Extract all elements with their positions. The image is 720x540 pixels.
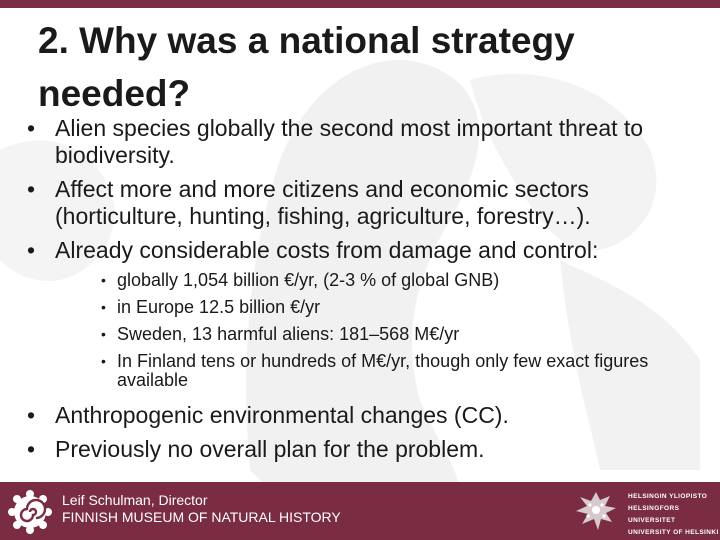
bullet-text: Alien species globally the second most important threat to biodiversity. (55, 115, 644, 168)
bullet-dot-icon: • (27, 115, 36, 141)
bullet-dot-icon: • (27, 402, 36, 428)
sub-bullet-text: in Europe 12.5 billion €/yr (117, 297, 321, 317)
bullet-item (0, 176, 720, 230)
sub-bullet-list (0, 271, 720, 390)
sub-bullet-item (0, 352, 720, 390)
bullet-text: Affect more and more citizens and economic sectors (horticulture, hunting, fishing, agriculture, forestry…). (55, 176, 591, 229)
bullet-text: Already considerable costs from damage and control: (55, 237, 599, 263)
sub-bullet-dot-icon: • (101, 299, 106, 315)
sub-bullet-item (0, 325, 720, 344)
sub-bullet-dot-icon: • (101, 326, 106, 342)
sub-bullet-dot-icon: • (101, 353, 106, 369)
sub-bullet-dot-icon: • (101, 272, 106, 288)
bullet-item (0, 237, 720, 264)
sub-bullet-container (0, 271, 720, 390)
owl-emblem-icon (570, 486, 622, 538)
footer-credits (62, 492, 341, 526)
sub-bullet-text: In Finland tens or hundreds of M€/yr, though only few exact figures available (117, 351, 649, 390)
bullet-item (0, 402, 720, 429)
bullet-dot-icon: • (27, 436, 36, 462)
sub-bullet-item (0, 271, 720, 290)
bullet-item (0, 436, 720, 463)
sub-bullet-text: Sweden, 13 harmful aliens: 181–568 M€/yr (117, 324, 460, 344)
presenter-name: Leif Schulman, Director (62, 492, 208, 508)
university-name-en: UNIVERSITY OF HELSINKI (628, 529, 719, 536)
bullet-item (0, 115, 720, 169)
university-name-sv: HELSINGFORS UNIVERSITET (628, 505, 680, 524)
footer-bar (0, 482, 720, 540)
bullet-text: Previously no overall plan for the problem. (55, 436, 485, 462)
bullet-text: Anthropogenic environmental changes (CC). (55, 402, 509, 428)
slide-title: 2. Why was a national strategy needed? (38, 20, 575, 114)
bullet-dot-icon: • (27, 176, 36, 202)
sub-bullet-item (0, 298, 720, 317)
university-names (628, 491, 720, 539)
bullet-dot-icon: • (27, 237, 36, 263)
spiral-shell-logo-icon (8, 490, 52, 534)
bullet-list (0, 115, 720, 463)
sub-bullet-text: globally 1,054 billion €/yr, (2-3 % of global GNB) (117, 270, 500, 290)
university-name-fi: HELSINGIN YLIOPISTO (628, 493, 708, 500)
institution-name: FINNISH MUSEUM OF NATURAL HISTORY (62, 509, 341, 525)
